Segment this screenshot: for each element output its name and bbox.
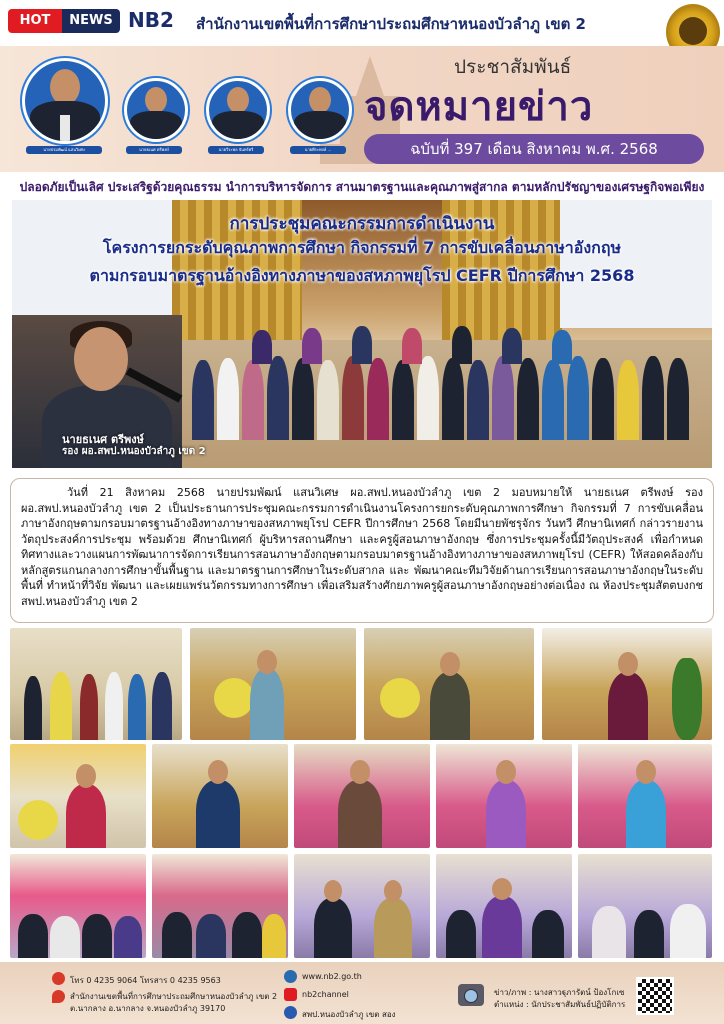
gallery-photo bbox=[10, 744, 146, 848]
newsletter-title: จดหมายข่าว bbox=[364, 84, 594, 130]
gallery-photo bbox=[436, 854, 572, 958]
avatar-deputy-2 bbox=[206, 78, 270, 142]
gallery-photo bbox=[190, 628, 356, 740]
gallery-photo bbox=[10, 628, 182, 740]
slogan: ปลอดภัยเป็นเลิศ ประเสริฐด้วยคุณธรรม นำการบริหารจัดการ สานมาตรฐานและคุณภาพสู่สากล ตามหลักปรัชญาของเศรษฐกิจพอเพียง bbox=[19, 180, 705, 194]
gallery-photo bbox=[578, 854, 712, 958]
globe-icon bbox=[284, 970, 297, 983]
gallery-photo bbox=[294, 854, 430, 958]
nameplate-deputy-2: นายวีระพล จันทร์ศรี bbox=[208, 146, 264, 154]
footer-website[interactable]: www.nb2.go.th bbox=[302, 972, 362, 981]
nameplate-director: นายปรมพัฒน์ แสนวิเศษ bbox=[26, 146, 102, 154]
footer-phone: โทร 0 4235 9064 โทรสาร 0 4235 9563 bbox=[70, 976, 221, 985]
headline-line-3: ตามกรอบมาตรฐานอ้างอิงทางภาษาของสหภาพยุโรป CEFR ปีการศึกษา 2568 bbox=[89, 266, 635, 285]
qr-code-icon[interactable] bbox=[636, 977, 674, 1015]
section-label: ประชาสัมพันธ์ bbox=[454, 56, 572, 78]
gallery-photo bbox=[436, 744, 572, 848]
gallery-photo bbox=[294, 744, 430, 848]
hot-badge: HOT bbox=[8, 9, 62, 33]
gallery-photo bbox=[10, 854, 146, 958]
avatar-director bbox=[22, 58, 108, 144]
gallery-photo bbox=[364, 628, 534, 740]
facebook-icon bbox=[284, 1006, 297, 1019]
footer-position: ตำแหน่ง : นักประชาสัมพันธ์ปฏิบัติการ bbox=[494, 1000, 626, 1009]
youtube-icon bbox=[284, 988, 297, 1001]
footer-youtube[interactable]: nb2channel bbox=[302, 990, 349, 999]
speaker-role: รอง ผอ.สพป.หนองบัวลำภู เขต 2 bbox=[62, 446, 206, 457]
gallery-photo bbox=[152, 854, 288, 958]
issue-info: ฉบับที่ 397 เดือน สิงหาคม พ.ศ. 2568 bbox=[364, 134, 704, 164]
brand-logo-text: NB2 bbox=[128, 8, 174, 32]
article-body: วันที่ 21 สิงหาคม 2568 นายปรมพัฒน์ แสนวิเศษ ผอ.สพป.หนองบัวลำภู เขต 2 มอบหมายให้ นายธเนศ ตรีพงษ์ รอง ผอ.สพป.หนองบัวลำภู เขต 2 เป็นประธานการประชุมคณะกรรมการดำเนินงานโครงการยกระดับคุณภาพการศึกษา กิจกรรมที่ 7 การขับเคลื่อนภาษาอังกฤษตามกรอบมาตรฐานอ้างอิงทางภาษาของสหภาพยุโรป CEFR ปีการศึกษา 2568 โดยมีนายพัชรุจักร วันทวี ศึกษานิเทศก์ กล่าวรายงานวัตถุประสงค์การประชุม พร้อมด้วย ศึกษานิเทศก์ ผู้บริหารสถานศึกษา และครูผู้สอนภาษาอังกฤษ ซึ่งการประชุมครั้งนี้มีวัตถุประสงค์ เพื่อกำหนดทิศทางและวางแผนการพัฒนาการจัดการเรียนการสอนภาษาอังกฤษตามกรอบมาตรฐานอ้างอิงทางภาษาของสหภาพยุโรป (CEFR) ให้สอดคล้องกับหลักสูตรแกนกลางการศึกษาขั้นพื้นฐาน และมาตรฐานการศึกษาในระดับสากล และ พัฒนาคณะทีมวิจัยด้านการเรียนการสอนภาษาอังกฤษในระดับพื้นที่ ทำหน้าที่วิจัย พัฒนา และเผยแพร่นวัตกรรมทางการศึกษา เพื่อเสริมสร้างศักยภาพครูผู้สอนภาษาอังกฤษอย่างต่อเนื่อง ณ ห้องประชุมสัตตบงกช สพป.หนองบัวลำภู เขต 2 bbox=[10, 478, 714, 623]
nameplate-deputy-1: นายธเนศ ตรีพงษ์ bbox=[126, 146, 182, 154]
camera-icon bbox=[458, 984, 484, 1006]
nameplate-deputy-3: นายพีระพงษ์ ... bbox=[290, 146, 346, 154]
headline-line-2: โครงการยกระดับคุณภาพการศึกษา กิจกรรมที่ 7 การขับเคลื่อนภาษาอังกฤษ bbox=[102, 238, 622, 257]
phone-icon bbox=[52, 972, 65, 985]
office-name: สำนักงานเขตพื้นที่การศึกษาประถมศึกษาหนองบัวลำภู เขต 2 bbox=[196, 15, 586, 33]
news-badge: NEWS bbox=[62, 9, 120, 33]
speaker-name: นายธเนศ ตรีพงษ์ bbox=[62, 433, 144, 446]
gallery-photo bbox=[578, 744, 712, 848]
footer-reporter: ข่าว/ภาพ : นางสาวฐุภารัตน์ ป้องโกเซ bbox=[494, 988, 625, 997]
gallery-photo bbox=[152, 744, 288, 848]
footer-address-1: สำนักงานเขตพื้นที่การศึกษาประถมศึกษาหนองบัวลำภู เขต 2 bbox=[70, 992, 278, 1001]
gallery-photo bbox=[542, 628, 712, 740]
location-icon bbox=[52, 990, 65, 1003]
footer-facebook[interactable]: สพป.หนองบัวลำภู เขต สอง bbox=[302, 1010, 396, 1019]
avatar-deputy-3 bbox=[288, 78, 352, 142]
footer-address-2: ต.นากลาง อ.นากลาง จ.หนองบัวลำภู 39170 bbox=[70, 1004, 226, 1013]
headline-line-1: การประชุมคณะกรรมการดำเนินงาน bbox=[229, 214, 495, 234]
avatar-deputy-1 bbox=[124, 78, 188, 142]
